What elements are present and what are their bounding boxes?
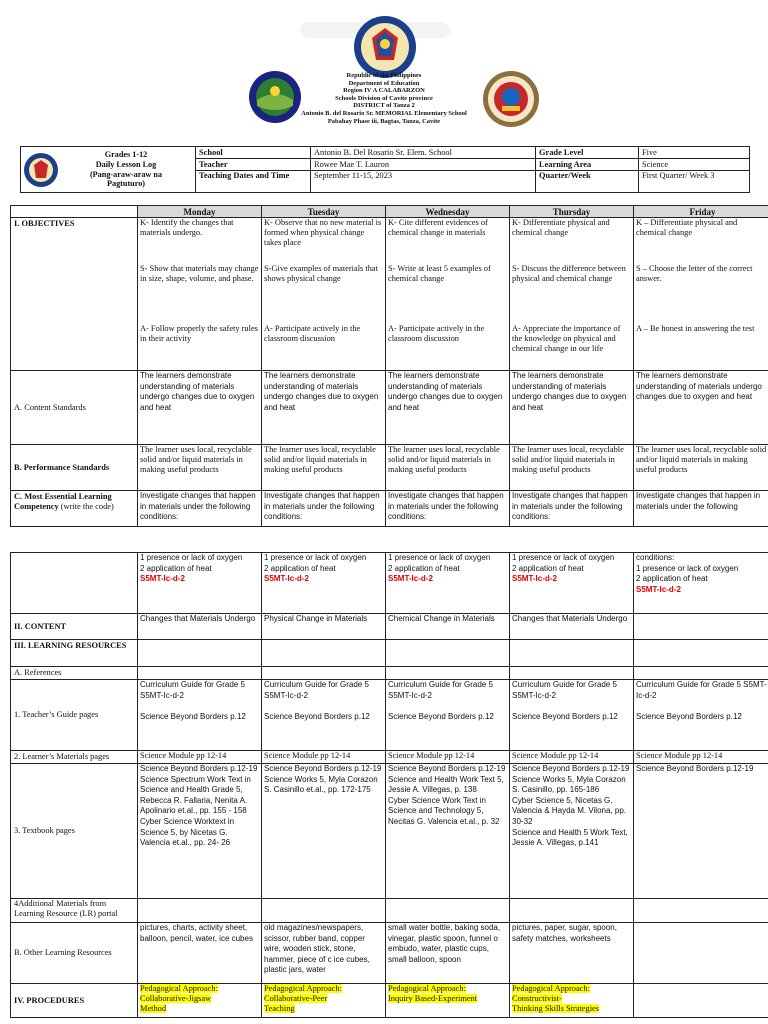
learners-materials-cell: Science Module pp 12-14	[262, 751, 386, 764]
dates-value: September 11-15, 2023	[311, 171, 536, 193]
teachers-guide-cell: Curriculum Guide for Grade 5 S5MT-Ic-d-2 Science Beyond Borders p.12	[386, 680, 510, 751]
content-cell: Chemical Change in Materials	[386, 614, 510, 640]
lesson-table-part1	[10, 205, 768, 527]
lesson-table-part2	[10, 552, 768, 1018]
content-cell: Physical Change in Materials	[262, 614, 386, 640]
letterhead-line: DISTRICT of Tanza 2	[353, 102, 415, 110]
objectives-row	[11, 218, 768, 371]
pedagogical-approach: Pedagogical Approach: Collaborative-Jigsaw Method	[140, 984, 218, 1014]
textbook-cell: Science Beyond Borders p.12-19 Science Works 5, Myla Corazon S. Casinillo, pp. 165-186 Cyber Science 5, Nicetas G. Valencia & Hayda M. Vilona, pp. 30-32 Science and Health 5 Work Text, Jessie A. Villegas, p.141	[510, 764, 634, 899]
content-cell	[634, 614, 768, 640]
melc-conditions: 1 presence or lack of oxygen 2 application of heat	[140, 553, 243, 573]
melc-row	[11, 491, 768, 527]
teachers-guide-row	[11, 680, 768, 751]
pedagogical-approach: Pedagogical Approach: Collaborative-Peer Teaching	[264, 984, 342, 1014]
row-label: III. LEARNING RESOURCES	[11, 640, 138, 667]
content-standard-cell: The learners demonstrate understanding of materials undergo changes due to oxygen and heat	[138, 371, 262, 445]
melc-cell-continued	[262, 553, 386, 614]
melc-cell: Investigate changes that happen in materials under the following conditions:	[510, 491, 634, 527]
title-line: (Pang-araw-araw na	[89, 169, 163, 179]
melc-cell-continued	[634, 553, 768, 614]
title-cell	[21, 147, 196, 193]
teachers-guide-cell: Curriculum Guide for Grade 5 S5MT-Ic-d-2 Science Beyond Borders p.12	[634, 680, 768, 751]
content-cell: Changes that Materials Undergo	[138, 614, 262, 640]
row-label: B. Other Learning Resources	[11, 923, 138, 984]
learning-resources-row	[11, 640, 768, 667]
procedure-cell	[634, 984, 768, 1018]
objective-a: A- Follow properly the safety rules in their activity	[140, 324, 258, 344]
empty-cell	[262, 640, 386, 667]
learners-materials-cell: Science Module pp 12-14	[510, 751, 634, 764]
empty-cell	[262, 667, 386, 680]
row-label	[11, 553, 138, 614]
dates-label: Teaching Dates and Time	[196, 171, 311, 193]
quarter-value: First Quarter/ Week 3	[639, 171, 750, 193]
objective-a: A- Participate actively in the classroom discussion	[388, 324, 485, 344]
melc-conditions: 1 presence or lack of oxygen 2 application of heat	[388, 553, 491, 573]
textbook-cell: Science Beyond Borders p.12-19 Science and Health Work Text 5, Jessie A. Villegas, p. 138 Cyber Science Work Text in Science and Technology 5, Necitas G. Valencia et.al., p. 32	[386, 764, 510, 899]
pedagogical-approach: Pedagogical Approach: Inquiry Based-Experiment	[388, 984, 478, 1004]
quarter-label: Quarter/Week	[536, 171, 639, 193]
row-label	[11, 491, 138, 527]
teacher-value: Rowee Mae T. Lauron	[311, 159, 536, 171]
empty-cell	[510, 667, 634, 680]
row-label: 4Additional Materials from Learning Resource (LR) portal	[11, 899, 138, 923]
references-row	[11, 667, 768, 680]
textbook-row	[11, 764, 768, 899]
day-header: Tuesday	[262, 206, 386, 218]
letterhead-line: Pabahay Phase iii, Bagtas, Tanza, Cavite	[327, 117, 441, 125]
objective-k: K – Differentiate physical and chemical change	[636, 218, 738, 238]
textbook-cell: Science Beyond Borders p.12-19 Science Spectrum Work Text in Science and Health Grade 5, Rebecca R. Fallaria, Nenita A. Apolinario et.al., pp. 155 - 158 Cyber Science Worktext in Science 5, by Nicetas G. Valencia et.al., pp. 24- 26	[138, 764, 262, 899]
melc-cell-continued	[510, 553, 634, 614]
objective-s: S- Write at least 5 examples of chemical change	[388, 264, 491, 284]
empty-cell	[510, 899, 634, 923]
title-line: Daily Lesson Log	[95, 159, 157, 169]
row-label: I. OBJECTIVES	[11, 218, 138, 371]
procedure-cell	[386, 984, 510, 1018]
day-header: Friday	[634, 206, 768, 218]
objective-cell	[634, 218, 768, 371]
grade-value: Five	[639, 147, 750, 159]
letterhead-line: Republic of the Philippines	[346, 72, 422, 79]
learners-materials-cell: Science Module pp 12-14	[138, 751, 262, 764]
melc-cell-continued	[386, 553, 510, 614]
melc-label-note: (write the code)	[58, 502, 114, 511]
procedure-cell	[262, 984, 386, 1018]
letterhead-line: Department of Education	[348, 79, 420, 87]
melc-code: S5MT-Ic-d-2	[636, 584, 681, 594]
empty-cell	[386, 899, 510, 923]
other-resources-cell: pictures, paper, sugar, spoon, safety matches, worksheets	[510, 923, 634, 984]
school-value: Antonio B. Del Rosario Sr. Elem. School	[311, 147, 536, 159]
empty-cell	[138, 899, 262, 923]
melc-code: S5MT-Ic-d-2	[264, 574, 309, 584]
other-resources-cell	[634, 923, 768, 984]
procedure-cell	[138, 984, 262, 1018]
textbook-cell: Science Beyond Borders p.12-19 Science Works 5, Myla Corazon S. Casinillo et.al., pp. 172-175	[262, 764, 386, 899]
objective-k: K- Differentiate physical and chemical change	[512, 218, 610, 238]
empty-cell	[634, 640, 768, 667]
objective-s: S- Discuss the difference between physical and chemical change	[512, 264, 626, 284]
empty-cell	[386, 640, 510, 667]
other-resources-cell: old magazines/newspapers, scissor, rubber band, copper wire, wooden stick, stone, hammer, piece of c ice cubes, plastic jars, water	[262, 923, 386, 984]
performance-standard-cell: The learner uses local, recyclable solid and/or liquid materials in making useful products	[386, 445, 510, 491]
procedure-cell	[510, 984, 634, 1018]
content-standard-cell: The learners demonstrate understanding of materials undergo changes due to oxygen and heat	[386, 371, 510, 445]
teachers-guide-cell: Curriculum Guide for Grade 5 S5MT-Ic-d-2 Science Beyond Borders p.12	[138, 680, 262, 751]
row-label: 1. Teacher’s Guide pages	[11, 680, 138, 751]
empty-cell	[634, 899, 768, 923]
content-standard-cell: The learners demonstrate understanding of materials undergo changes due to oxygen and heat	[262, 371, 386, 445]
melc-cell: Investigate changes that happen in materials under the following	[634, 491, 768, 527]
objective-a: A – Be honest in answering the test	[636, 324, 755, 333]
objective-cell	[262, 218, 386, 371]
content-row	[11, 614, 768, 640]
performance-standard-cell: The learner uses local, recyclable solid and/or liquid materials in making useful products	[138, 445, 262, 491]
content-standard-cell: The learners demonstrate understanding of materials undergo changes due to oxygen and heat	[510, 371, 634, 445]
objective-cell	[510, 218, 634, 371]
melc-conditions: conditions: 1 presence or lack of oxygen 2 application of heat	[636, 553, 739, 584]
day-header: Thursday	[510, 206, 634, 218]
title-line: Grades 1-12	[104, 150, 148, 160]
deped-small-logo	[23, 152, 59, 188]
other-resources-row	[11, 923, 768, 984]
grade-label: Grade Level	[536, 147, 639, 159]
objective-cell	[386, 218, 510, 371]
learners-materials-row	[11, 751, 768, 764]
deped-seal-logo	[352, 14, 418, 80]
learners-materials-cell: Science Module pp 12-14	[634, 751, 768, 764]
melc-conditions: 1 presence or lack of oxygen 2 application of heat	[512, 553, 615, 573]
procedures-row	[11, 984, 768, 1018]
content-standards-row	[11, 371, 768, 445]
melc-cell: Investigate changes that happen in materials under the following conditions:	[386, 491, 510, 527]
melc-code: S5MT-Ic-d-2	[140, 574, 185, 584]
info-table	[20, 146, 750, 193]
textbook-cell: Science Beyond Borders p.12-19	[634, 764, 768, 899]
learners-materials-cell: Science Module pp 12-14	[386, 751, 510, 764]
row-label: II. CONTENT	[11, 614, 138, 640]
teachers-guide-cell: Curriculum Guide for Grade 5 S5MT-Ic-d-2 Science Beyond Borders p.12	[510, 680, 634, 751]
objective-a: A- Appreciate the importance of the knowledge on physical and chemical change in our life	[512, 324, 621, 354]
letterhead-line: Antonio B. del Rosario Sr. MEMORIAL Elementary School	[301, 109, 467, 117]
teacher-label: Teacher	[196, 159, 311, 171]
objective-s: S- Show that materials may change in size, shape, volume, and phase.	[140, 264, 259, 284]
row-label: 3. Textbook pages	[11, 764, 138, 899]
row-label: A. References	[11, 667, 138, 680]
row-label: IV. PROCEDURES	[11, 984, 138, 1018]
letterhead-line: Region IV A CALABARZON	[343, 87, 425, 95]
empty-cell	[138, 640, 262, 667]
objective-k: K- Identify the changes that materials undergo.	[140, 218, 234, 238]
content-cell: Changes that Materials Undergo	[510, 614, 634, 640]
other-resources-cell: small water bottle, baking soda, vinegar, plastic spoon, funnel o embudo, water, plastic cups, small balloon, spoon	[386, 923, 510, 984]
day-header: Wednesday	[386, 206, 510, 218]
performance-standard-cell: The learner uses local, recyclable solid and/or liquid materials in making useful products	[634, 445, 768, 491]
teachers-guide-cell: Curriculum Guide for Grade 5 S5MT-Ic-d-2 Science Beyond Borders p.12	[262, 680, 386, 751]
additional-materials-row	[11, 899, 768, 923]
melc-cell: Investigate changes that happen in materials under the following conditions:	[262, 491, 386, 527]
area-label: Learning Area	[536, 159, 639, 171]
pedagogical-approach: Pedagogical Approach: Constructivist- Thinking Skills Strategies	[512, 984, 600, 1014]
content-standard-cell: The learners demonstrate understanding of materials undergo changes due to oxygen and heat	[634, 371, 768, 445]
empty-cell	[262, 899, 386, 923]
letterhead-line: Schools Division of Cavite province	[335, 94, 433, 102]
row-label: A. Content Standards	[11, 371, 138, 445]
corner-cell	[11, 206, 138, 218]
empty-cell	[634, 667, 768, 680]
other-resources-cell: pictures, charts, activity sheet, balloon, pencil, water, ice cubes	[138, 923, 262, 984]
objective-cell	[138, 218, 262, 371]
objective-k: K- Observe that no new material is formed when physical change takes place	[264, 218, 382, 248]
melc-cell-continued	[138, 553, 262, 614]
objective-s: S – Choose the letter of the correct answer.	[636, 264, 753, 284]
performance-standard-cell: The learner uses local, recyclable solid and/or liquid materials in making useful products	[510, 445, 634, 491]
objective-s: S-Give examples of materials that shows physical change	[264, 264, 378, 284]
area-value: Science	[639, 159, 750, 171]
row-label: B. Performance Standards	[11, 445, 138, 491]
school-label: School	[196, 147, 311, 159]
objective-k: K- Cite different evidences of chemical change in materials	[388, 218, 488, 238]
performance-standards-row	[11, 445, 768, 491]
empty-cell	[138, 667, 262, 680]
melc-code: S5MT-Ic-d-2	[512, 574, 557, 584]
empty-cell	[386, 667, 510, 680]
melc-code: S5MT-Ic-d-2	[388, 574, 433, 584]
row-label: 2. Learner’s Materials pages	[11, 751, 138, 764]
letterhead	[0, 72, 768, 125]
melc-cell: Investigate changes that happen in materials under the following conditions:	[138, 491, 262, 527]
melc-label: C. Most Essential Learning Competency	[14, 492, 112, 511]
melc-continued-row	[11, 553, 768, 614]
title-line: Pagtuturo)	[106, 179, 146, 189]
empty-cell	[510, 640, 634, 667]
performance-standard-cell: The learner uses local, recyclable solid and/or liquid materials in making useful products	[262, 445, 386, 491]
melc-conditions: 1 presence or lack of oxygen 2 application of heat	[264, 553, 367, 573]
objective-a: A- Participate actively in the classroom discussion	[264, 324, 361, 344]
day-header: Monday	[138, 206, 262, 218]
